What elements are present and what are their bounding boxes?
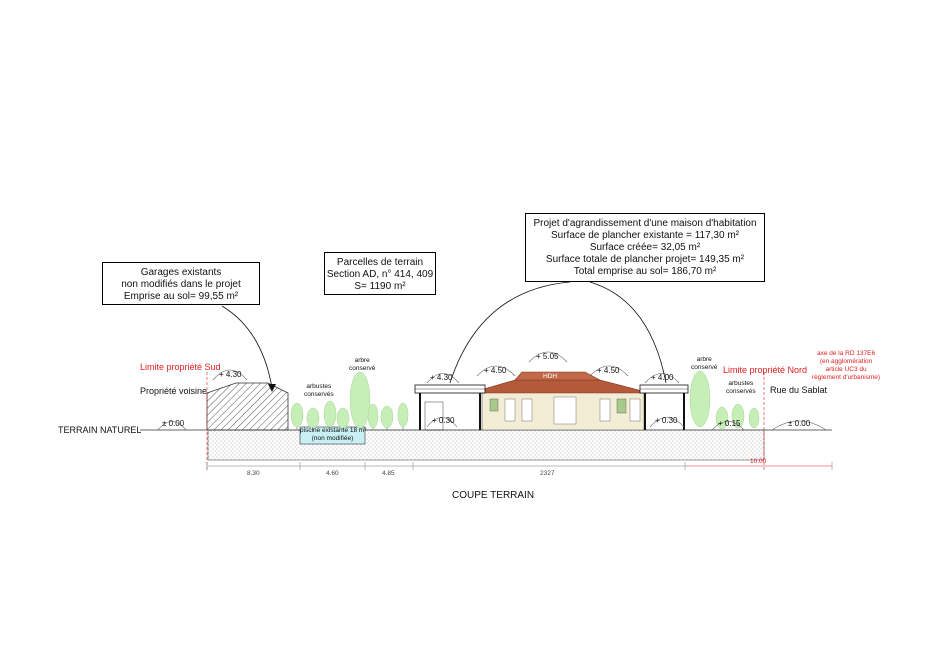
- label-arbre-left-1: arbre: [354, 357, 370, 364]
- dimension-1000: 10.00: [750, 458, 767, 465]
- label-propriete-voisine: Propriété voisine: [140, 386, 208, 396]
- level-505: + 5.05: [536, 352, 559, 361]
- label-piscine-2: (non modifiée): [311, 435, 354, 442]
- label-axe-rd-2: (en agglomération: [819, 358, 873, 365]
- level-450-right: + 4.50: [597, 366, 620, 375]
- callout-garages-line-3: Emprise au sol= 99,55 m²: [123, 291, 239, 302]
- label-arbre-right-2: conservé: [691, 364, 718, 371]
- label-piscine: [300, 427, 365, 443]
- label-limite-nord: Limite propriété Nord: [723, 365, 808, 375]
- dimension-830: 8.30: [247, 470, 260, 477]
- label-piscine-1: piscine existante 18 m²: [300, 427, 367, 434]
- callout-projet-line-3: Surface créée= 32,05 m²: [589, 242, 701, 253]
- label-arbre-left: [349, 357, 375, 373]
- label-arbustes-left-1: arbustes: [306, 383, 332, 390]
- level-400: + 4.00: [651, 373, 674, 382]
- label-limite-sud: Limite propriété Sud: [140, 362, 221, 372]
- label-axe-rd: [812, 350, 880, 382]
- label-terrain-naturel: TERRAIN NATUREL: [58, 425, 142, 435]
- callout-projet-line-5: Total emprise au sol= 186,70 m²: [573, 266, 717, 277]
- label-arbre-left-2: conservé: [349, 365, 376, 372]
- level-030-left: + 0.30: [432, 416, 455, 425]
- dimension-line: [207, 462, 832, 470]
- callout-projet: [525, 213, 765, 282]
- label-rue-du-sablat: Rue du Sablat: [770, 385, 828, 395]
- label-arbustes-right-1: arbustes: [728, 380, 754, 387]
- callout-parcelles-line-3: S= 1190 m²: [354, 281, 406, 292]
- house: [470, 372, 650, 430]
- drawing-title: COUPE TERRAIN: [452, 490, 535, 501]
- label-arbustes-right-2: conservés: [726, 388, 756, 395]
- garage-volume: [207, 383, 288, 430]
- callout-garages-line-2: non modifiés dans le projet: [121, 279, 241, 290]
- callout-projet-line-2: Surface de plancher existante = 117,30 m²: [551, 230, 739, 241]
- level-450-left: + 4.50: [484, 366, 507, 375]
- label-arbre-right: [691, 356, 717, 372]
- callout-parcelles-line-1: Parcelles de terrain: [336, 257, 424, 268]
- label-axe-rd-1: axe de la RD 137E6: [816, 350, 876, 357]
- label-arbustes-left: [304, 383, 334, 399]
- callout-garages-line-1: Garages existants: [140, 267, 222, 278]
- dimension-460: 4.60: [326, 470, 339, 477]
- label-arbustes-left-2: conservés: [304, 391, 334, 398]
- level-430-house: + 4.30: [430, 373, 453, 382]
- trees-left: [291, 372, 408, 428]
- level-000-right: ± 0.00: [788, 419, 811, 428]
- callout-projet-line-1: Projet d'agrandissement d'une maison d'habitation: [533, 218, 757, 229]
- level-015: + 0.15: [718, 419, 741, 428]
- label-arbustes-right: [726, 380, 756, 396]
- level-030-right: + 0.30: [655, 416, 678, 425]
- label-axe-rd-4: règlement d'urbanisme): [812, 374, 881, 381]
- label-hdh: HDH: [543, 373, 558, 380]
- label-axe-rd-3: article UC3 du: [825, 366, 867, 373]
- callout-garages: [102, 262, 260, 305]
- callout-projet-line-4: Surface totale de plancher projet= 149,35 m²: [545, 254, 745, 265]
- soil-band: [208, 430, 764, 460]
- level-000-left: ± 0.00: [162, 419, 185, 428]
- dimension-2327: 2327: [540, 470, 555, 477]
- callout-parcelles-line-2: Section AD, n° 414, 409: [326, 269, 434, 280]
- level-430-garage: + 4.30: [219, 370, 242, 379]
- callout-parcelles: [324, 252, 436, 295]
- dimension-485: 4.85: [382, 470, 395, 477]
- label-arbre-right-1: arbre: [696, 356, 712, 363]
